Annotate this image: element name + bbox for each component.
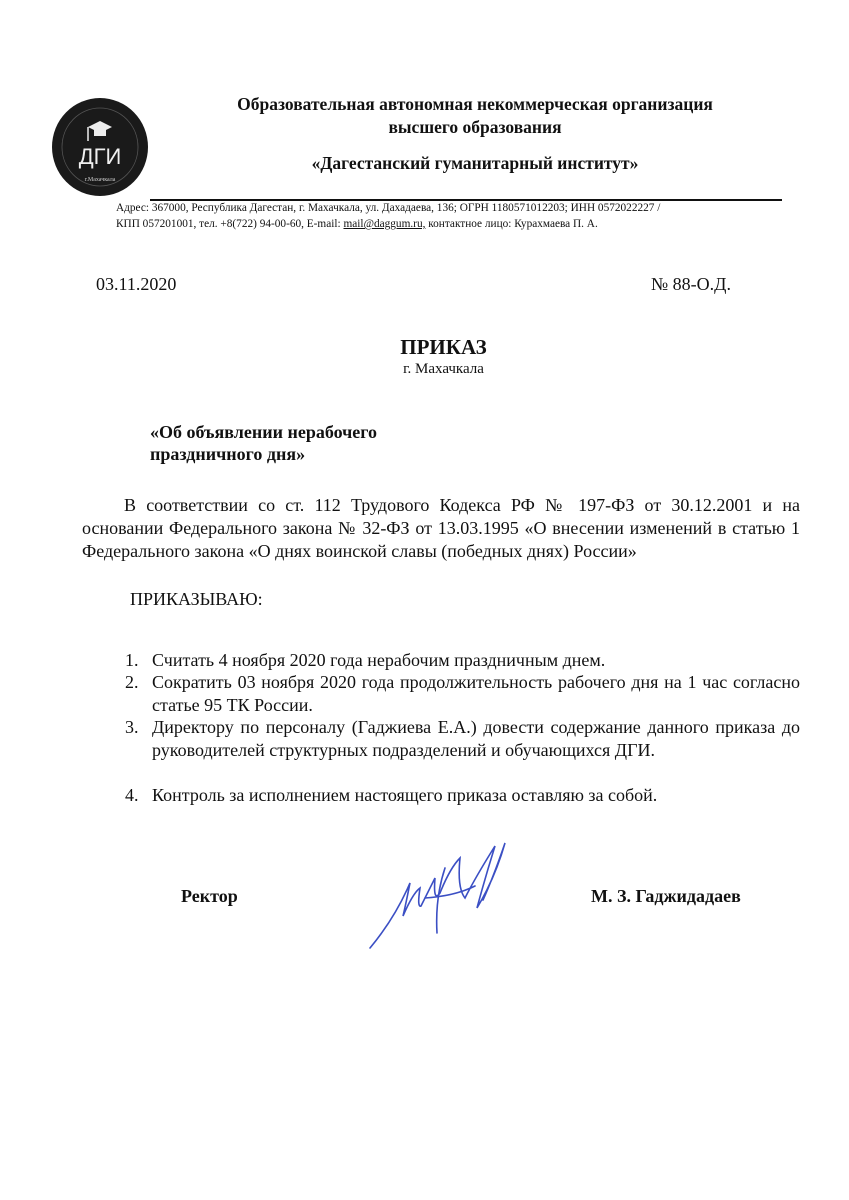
item-number: 3. [125,717,139,737]
org-line2: высшего образования [388,117,562,137]
list-item [125,671,800,716]
item-text: Директору по персоналу (Гаджиева Е.А.) довести содержание данного приказа до руководителей структурных подразделений и обучающихся ДГИ. [152,717,800,760]
address-line2 [116,218,598,230]
header-rule [150,199,782,201]
subject-line1: «Об объявлении нерабочего [150,422,378,442]
email-link[interactable]: mail@daggum.ru, [343,218,426,230]
subject-line2: праздничного дня» [150,444,306,464]
org-line1: Образовательная автономная некоммерческая организация [237,94,713,114]
signature [365,838,515,953]
item-text: Считать 4 ноября 2020 года нерабочим праздничным днем. [152,650,606,670]
address-line1: Адрес: 367000, Республика Дагестан, г. Махачкала, ул. Дахадаева, 136; ОГРН 1180571012203; ИНН 0572022227 / [116,202,661,214]
list-item [125,716,800,761]
signer-name: М. З. Гаджидадаев [591,886,741,906]
svg-text:ДГИ: ДГИ [78,144,122,169]
document-number: № 88-О.Д. [651,274,731,294]
item-text: Контроль за исполнением настоящего приказа оставляю за собой. [152,785,658,805]
list-item [125,784,800,807]
item-number: 2. [125,672,139,692]
institute-logo [50,97,150,197]
list-item [125,649,800,672]
address-contact-person: контактное лицо: Курахмаева П. А. [425,218,598,230]
item-number: 1. [125,650,139,670]
item-text: Сократить 03 ноября 2020 года продолжительность рабочего дня на 1 час согласно статье 95 ТК России. [152,672,800,715]
org-name: «Дагестанский гуманитарный институт» [311,153,639,173]
preamble: В соответствии со ст. 112 Трудового Кодекса РФ № 197-ФЗ от 30.12.2001 и на основании Федерального закона № 32-ФЗ от 13.03.1995 «О внесении изменений в статью 1 Федерального закона «О днях воинской славы (победных днях) России» [82,495,800,561]
svg-text:г.Махачкала: г.Махачкала [84,177,116,183]
signer-title: Ректор [181,886,238,906]
order-word: ПРИКАЗЫВАЮ: [130,589,263,609]
item-number: 4. [125,785,139,805]
document-date: 03.11.2020 [96,274,177,294]
address-contacts: КПП 057201001, тел. +8(722) 94-00-60, E-mail: [116,218,344,230]
document-city: г. Махачкала [403,361,484,377]
document-title: ПРИКАЗ [400,335,487,359]
